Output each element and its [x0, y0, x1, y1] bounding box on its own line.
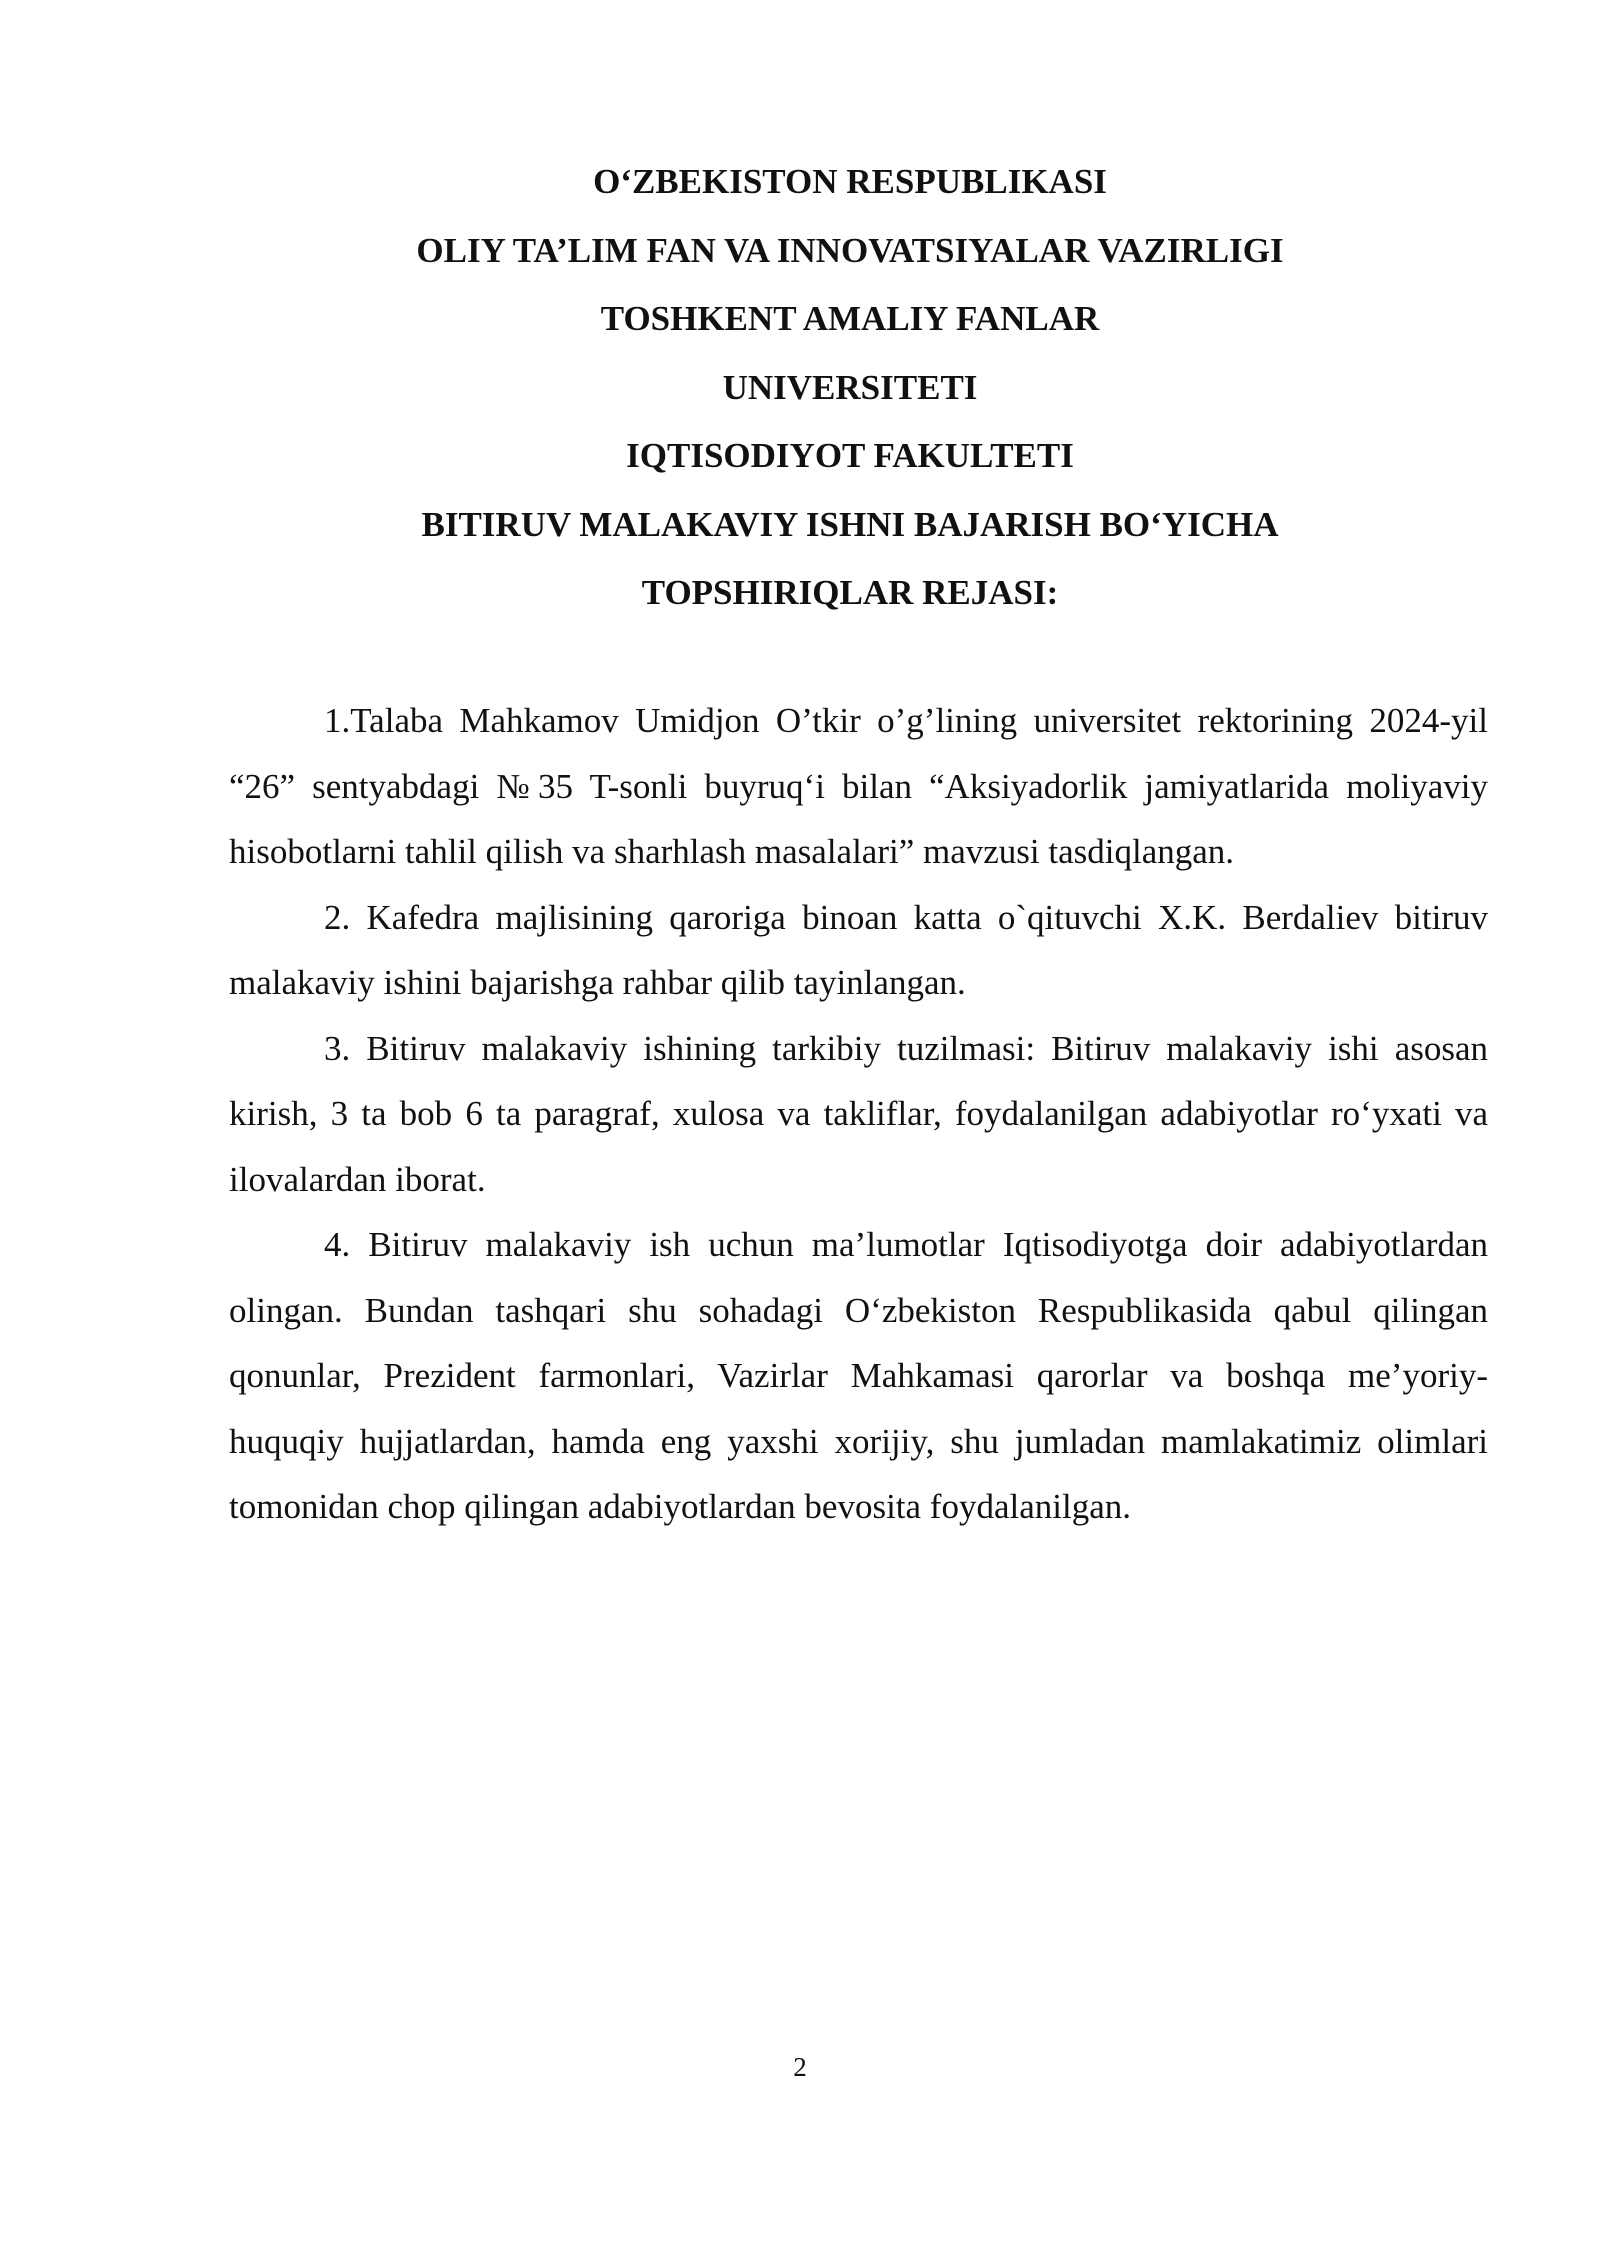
document-body [229, 688, 1488, 1540]
paragraph-supervisor: 2. Kafedra majlisining qaroriga binoan katta o`qituvchi X.K. Berdaliev bitiruv malakaviy ishini bajarishga rahbar qilib tayinlangan. [229, 897, 1488, 1002]
paragraph-sources: 4. Bitiruv malakaviy ish uchun ma’lumotlar Iqtisodiyotga doir adabiyotlardan olingan. Bundan tashqari shu sohadagi O‘zbekiston Respublikasida qabul qilingan qonunlar, Prezident farmonlari, Vazirlar Mahkamasi qarorlar va boshqa me’yoriy-huquqiy hujjatlardan, hamda eng yaxshi xorijiy, shu jumladan mamlakatimiz olimlari tomonidan chop qilingan adabiyotlardan bevosita foydalanilgan. [229, 1225, 1488, 1526]
page-number: 2 [793, 2052, 807, 2082]
heading-title: BITIRUV MALAKAVIY ISHNI BAJARISH BO‘YICHA [421, 504, 1279, 544]
paragraph-topic-approval: 1.Talaba Mahkamov Umidjon O’tkir o’g’lining universitet rektorining 2024-yil “26” sentyabdagi №35 T-sonli buyruq‘i bilan “Aksiyadorlik jamiyatlarida moliyaviy hisobotlarni tahlil qilish va sharhlash masalalari” mavzusi tasdiqlangan. [229, 701, 1488, 871]
paragraph-structure: 3. Bitiruv malakaviy ishining tarkibiy tuzilmasi: Bitiruv malakaviy ishi asosan kirish, 3 ta bob 6 ta paragraf, xulosa va takliflar, foydalanilgan adabiyotlar ro‘yxati va ilovalardan iborat. [229, 1028, 1488, 1199]
heading-ministry: OLIY TA’LIM FAN VA INNOVATSIYALAR VAZIRLIGI [416, 230, 1284, 270]
heading-university: UNIVERSITETI [722, 367, 978, 407]
heading-country: O‘ZBEKISTON RESPUBLIKASI [593, 162, 1107, 201]
heading-subtitle: TOPSHIRIQLAR REJASI: [641, 573, 1059, 612]
document-heading [200, 148, 1500, 628]
heading-university-name: TOSHKENT AMALIY FANLAR [600, 299, 1100, 338]
heading-faculty: IQTISODIYOT FAKULTETI [626, 436, 1074, 475]
